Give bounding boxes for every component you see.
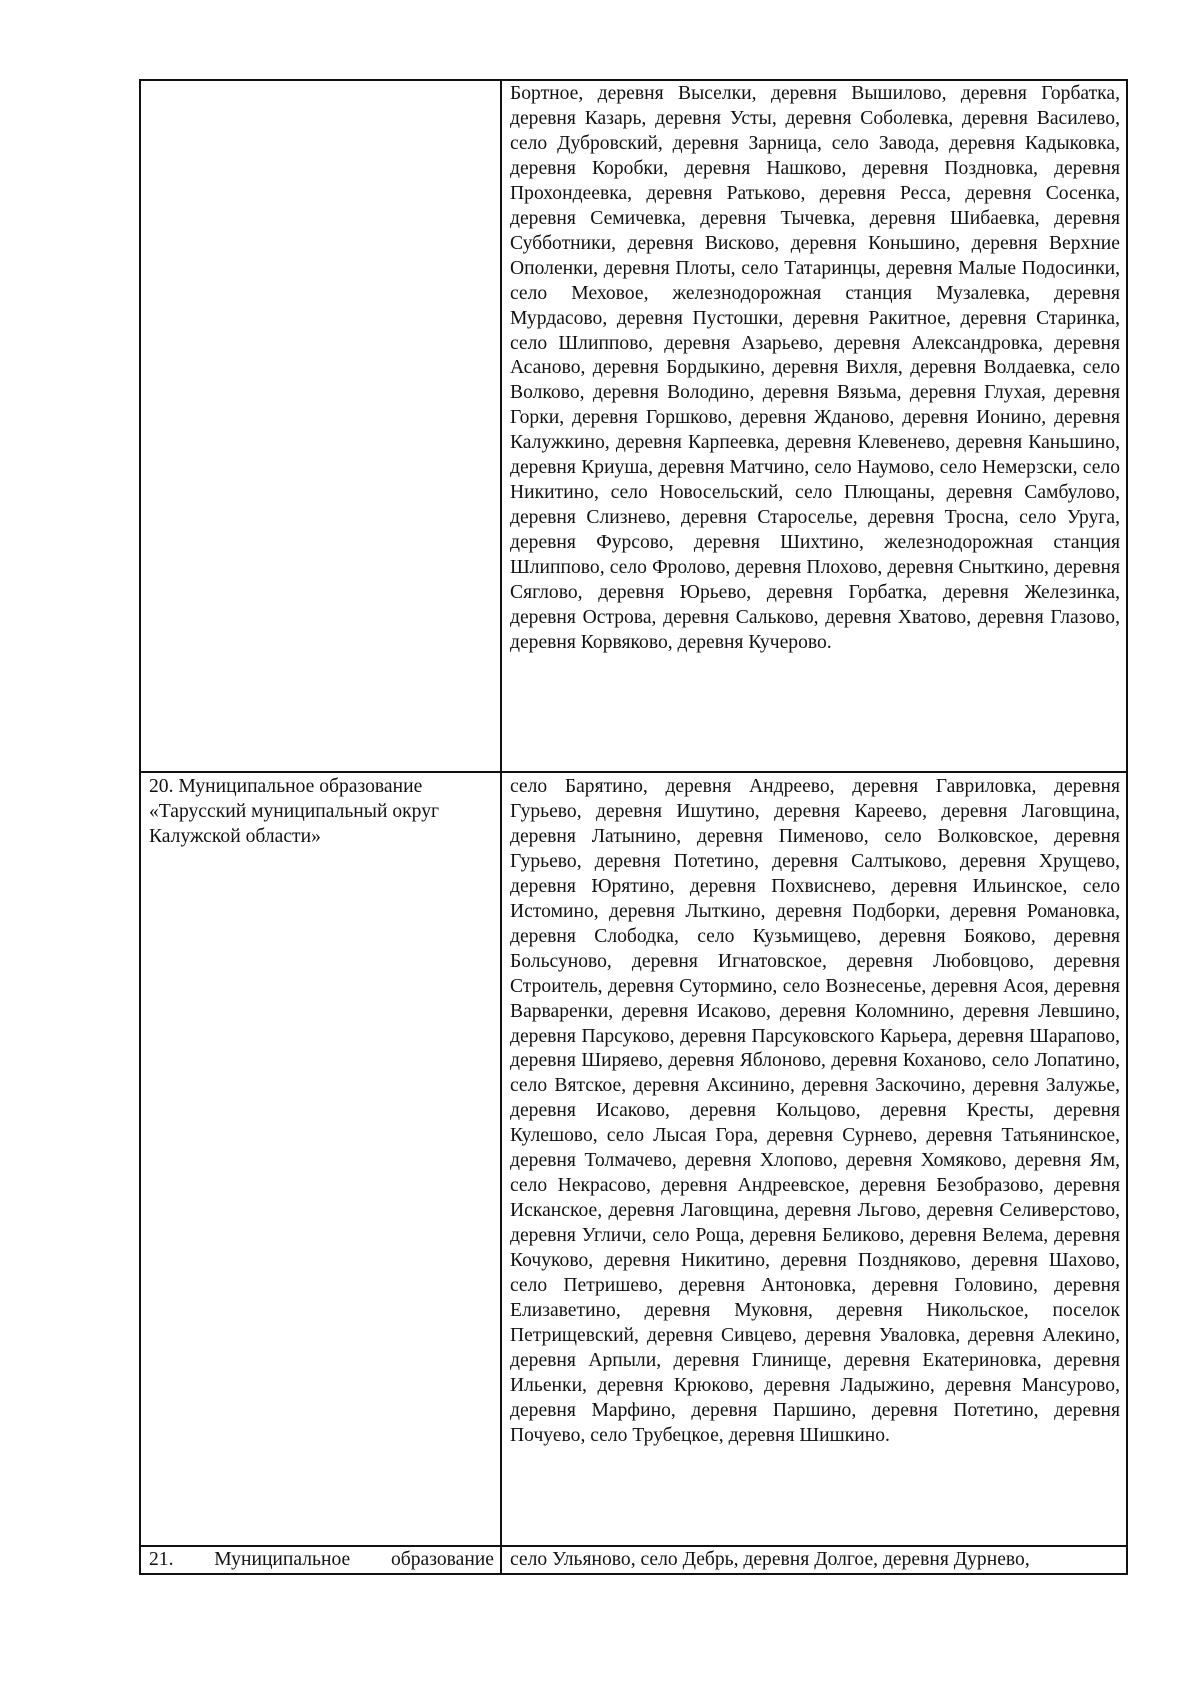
municipality-name: 21. Муниципальное образование — [149, 1549, 494, 1570]
table-row — [140, 772, 1127, 1546]
municipality-name: 20. Муниципальное образование «Тарусский муниципальный округ Калужской области» — [149, 776, 440, 847]
settlements-cell — [501, 772, 1127, 1546]
municipality-cell — [140, 80, 501, 772]
municipality-cell — [140, 1546, 501, 1574]
settlements-list: село Барятино, деревня Андреево, деревня Гавриловка, деревня Гурьево, деревня Ишутино, деревня Кареево, деревня Лаговщина, деревня Латынино, деревня Пименово, село Волковское, деревня Гурьево, деревня Потетино, деревня Салтыково, деревня Хрущево, деревня Юрятино, деревня Похвиснево, деревня Ильинское, село Истомино, деревня Лыткино, деревня Подборки, деревня Романовка, деревня Слободка, село Кузьмищево, деревня Бояково, деревня Больсуново, деревня Игнатовское, деревня Любовцово, деревня Строитель, деревня Сутормино, село Вознесенье, деревня Асоя, деревня Варваренки, деревня Исаково, деревня Коломнино, деревня Левшино, деревня Парсуково, деревня Парсуковского Карьера, деревня Шарапово, деревня Ширяево, деревня Яблоново, деревня Коханово, село Лопатино, село Вятское, деревня Аксинино, деревня Заскочино, деревня Залужье, деревня Исаково, деревня Кольцово, деревня Кресты, деревня Кулешово, село Лысая Гора, деревня Сурнево, деревня Татьянинское, деревня Толмачево, деревня Хлопово, деревня Хомяково, деревня Ям, село Некрасово, деревня Андреевское, деревня Безобразово, деревня Исканское, деревня Лаговщина, деревня Льгово, деревня Селиверстово, деревня Угличи, село Роща, деревня Беликово, деревня Велема, деревня Кочуково, деревня Никитино, деревня Поздняково, деревня Шахово, село Петришево, деревня Антоновка, деревня Головино, деревня Елизаветино, деревня Муковня, деревня Никольское, поселок Петрищевский, деревня Сивцево, деревня Уваловка, деревня Алекино, деревня Арпыли, деревня Глинище, деревня Екатериновка, деревня Ильенки, деревня Крюково, деревня Ладыжино, деревня Мансурово, деревня Марфино, деревня Паршино, деревня Потетино, деревня Почуево, село Трубецкое, деревня Шишкино. — [510, 776, 1120, 1446]
settlements-cell — [501, 80, 1127, 772]
municipality-cell — [140, 772, 501, 1546]
table-row — [140, 80, 1127, 772]
settlements-list: Бортное, деревня Выселки, деревня Вышилово, деревня Горбатка, деревня Казарь, деревня Усты, деревня Соболевка, деревня Василево, село Дубровский, деревня Зарница, село Завода, деревня Кадыковка, деревня Коробки, деревня Нашково, деревня Поздновка, деревня Прохондеевка, деревня Ратьково, деревня Ресса, деревня Сосенка, деревня Семичевка, деревня Тычевка, деревня Шибаевка, деревня Субботники, деревня Висково, деревня Коньшино, деревня Верхние Ополенки, деревня Плоты, село Татаринцы, деревня Малые Подосинки, село Меховое, железнодорожная станция Музалевка, деревня Мурдасово, деревня Пустошки, деревня Ракитное, деревня Старинка, село Шлиппово, деревня Азарьево, деревня Александровка, деревня Асаново, деревня Бордыкино, деревня Вихля, деревня Волдаевка, село Волково, деревня Володино, деревня Вязьма, деревня Глухая, деревня Горки, деревня Горшково, деревня Жданово, деревня Ионино, деревня Калужкино, деревня Карпеевка, деревня Клевенево, деревня Каньшино, деревня Криуша, деревня Матчино, село Наумово, село Немерзски, село Никитино, село Новосельский, село Плющаны, деревня Самбулово, деревня Слизнево, деревня Староселье, деревня Тросна, село Уруга, деревня Фурсово, деревня Шихтино, железнодорожная станция Шлиппово, село Фролово, деревня Плохово, деревня Сныткино, деревня Сяглово, деревня Юрьево, деревня Горбатка, деревня Железинка, деревня Острова, деревня Сальково, деревня Хватово, деревня Глазово, деревня Корвяково, деревня Кучерово. — [510, 83, 1120, 653]
settlements-cell — [501, 1546, 1127, 1574]
settlements-table — [139, 79, 1128, 1575]
table-row — [140, 1546, 1127, 1574]
settlements-list: село Ульяново, село Дебрь, деревня Долгое, деревня Дурнево, — [510, 1549, 1030, 1570]
